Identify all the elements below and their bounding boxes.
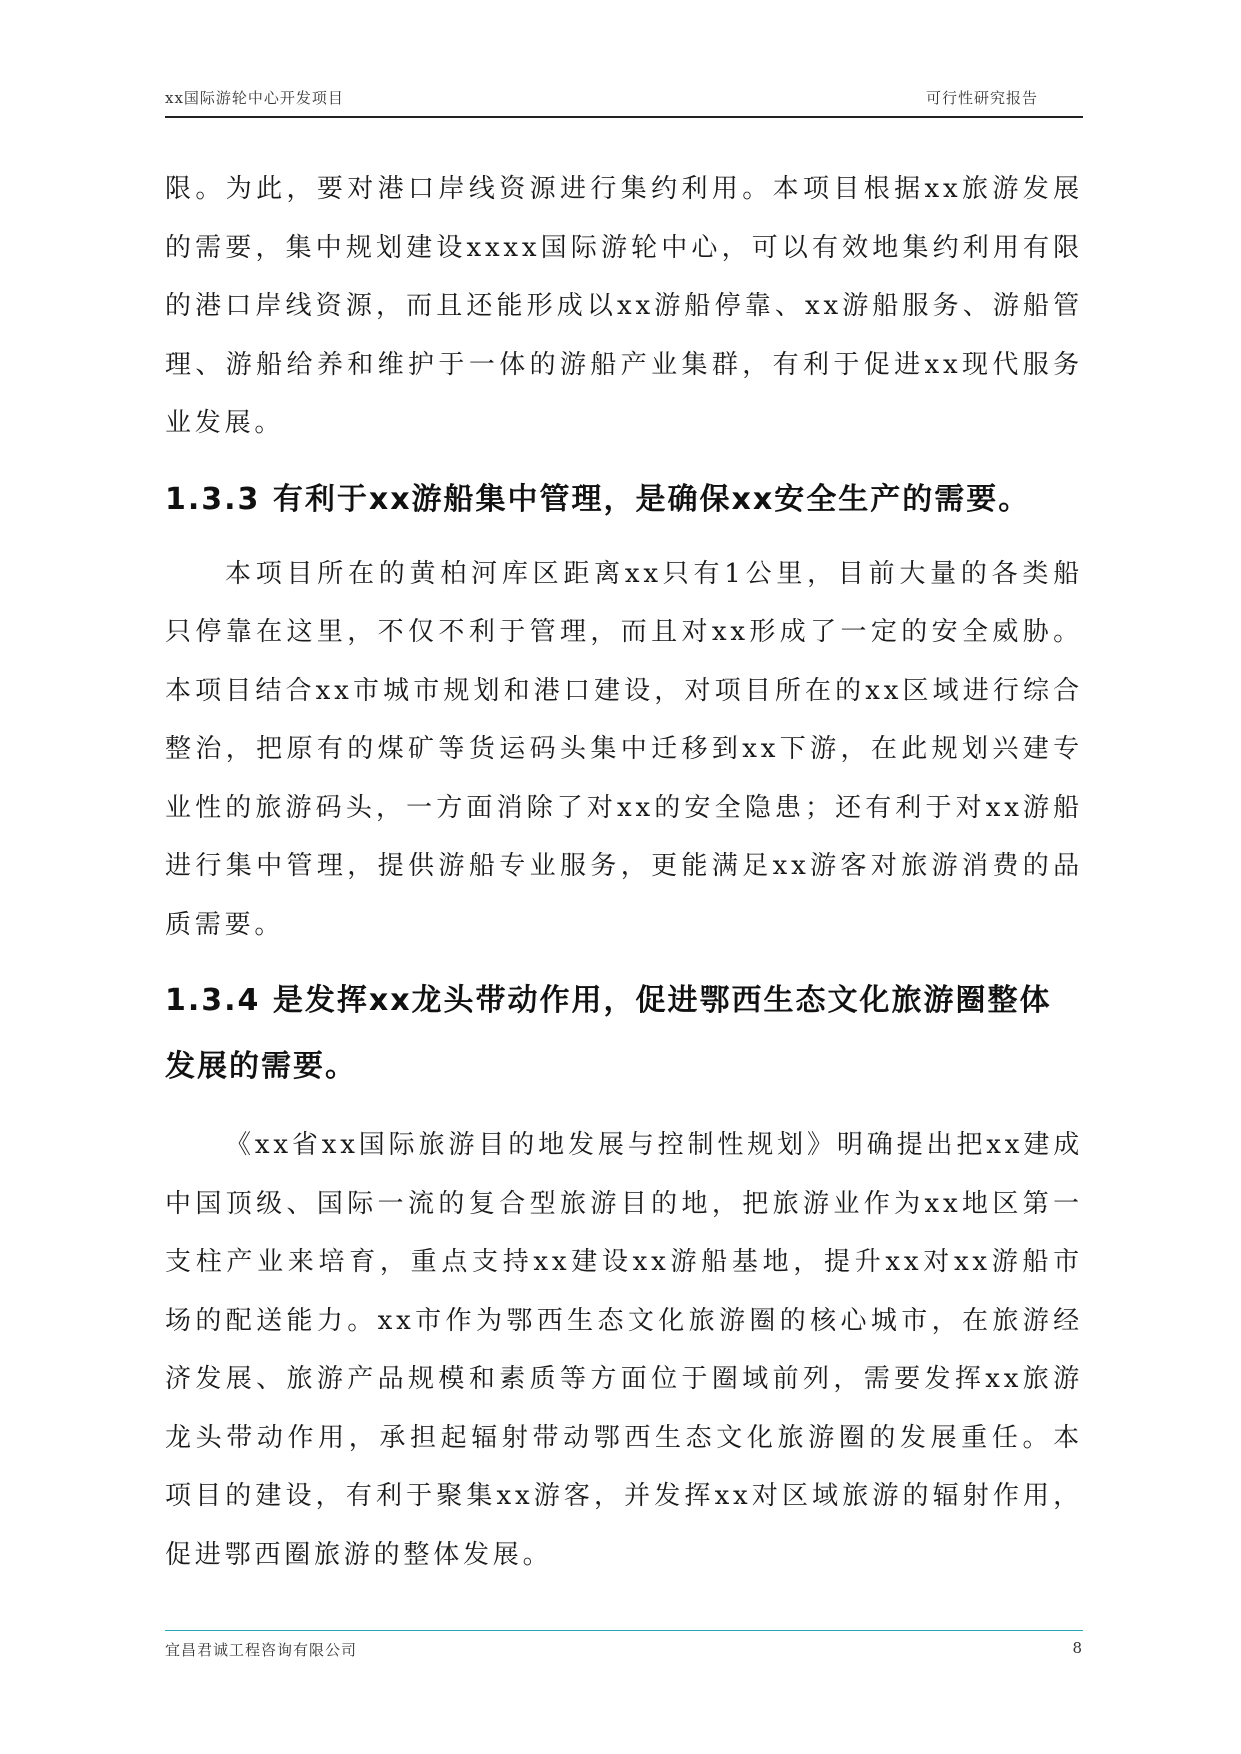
- section-heading-1-3-3: 1.3.3 有利于xx游船集中管理，是确保xx安全生产的需要。: [165, 481, 1031, 517]
- page-number: 8: [1072, 1639, 1083, 1657]
- footer-company-name: 宜昌君诚工程咨询有限公司: [165, 1641, 358, 1659]
- section-heading-1-3-4: 1.3.4 是发挥xx龙头带动作用，促进鄂西生态文化旅游圈整体发展的需要。: [165, 983, 1052, 1084]
- header-report-type: 可行性研究报告: [925, 89, 1038, 107]
- header-project-title: xx国际游轮中心开发项目: [165, 89, 344, 107]
- page-header: [165, 82, 1083, 118]
- paragraph-continuation: 限。为此，要对港口岸线资源进行集约利用。本项目根据xx旅游发展的需要，集中规划建设xxxx国际游轮中心，可以有效地集约利用有限的港口岸线资源，而且还能形成以xx游船停靠、xx游船服务、游船管理、游船给养和维护于一体的游船产业集群，有利于促进xx现代服务业发展。: [165, 174, 1083, 438]
- page-footer: [165, 1630, 1083, 1661]
- document-body: [165, 160, 1083, 1584]
- paragraph-tourism-circle: 《xx省xx国际旅游目的地发展与控制性规划》明确提出把xx建成中国顶级、国际一流的复合型旅游目的地，把旅游业作为xx地区第一支柱产业来培育，重点支持xx建设xx游船基地，提升xx对xx游船市场的配送能力。xx市作为鄂西生态文化旅游圈的核心城市，在旅游经济发展、旅游产品规模和素质等方面位于圈域前列，需要发挥xx旅游龙头带动作用，承担起辐射带动鄂西生态文化旅游圈的发展重任。本项目的建设，有利于聚集xx游客，并发挥xx对区域旅游的辐射作用，促进鄂西圈旅游的整体发展。: [165, 1130, 1083, 1570]
- paragraph-safety: 本项目所在的黄柏河库区距离xx只有1公里，目前大量的各类船只停靠在这里，不仅不利于管理，而且对xx形成了一定的安全威胁。本项目结合xx市城市规划和港口建设，对项目所在的xx区域进行综合整治，把原有的煤矿等货运码头集中迁移到xx下游，在此规划兴建专业性的旅游码头，一方面消除了对xx的安全隐患；还有利于对xx游船进行集中管理，提供游船专业服务，更能满足xx游客对旅游消费的品质需要。: [165, 558, 1083, 940]
